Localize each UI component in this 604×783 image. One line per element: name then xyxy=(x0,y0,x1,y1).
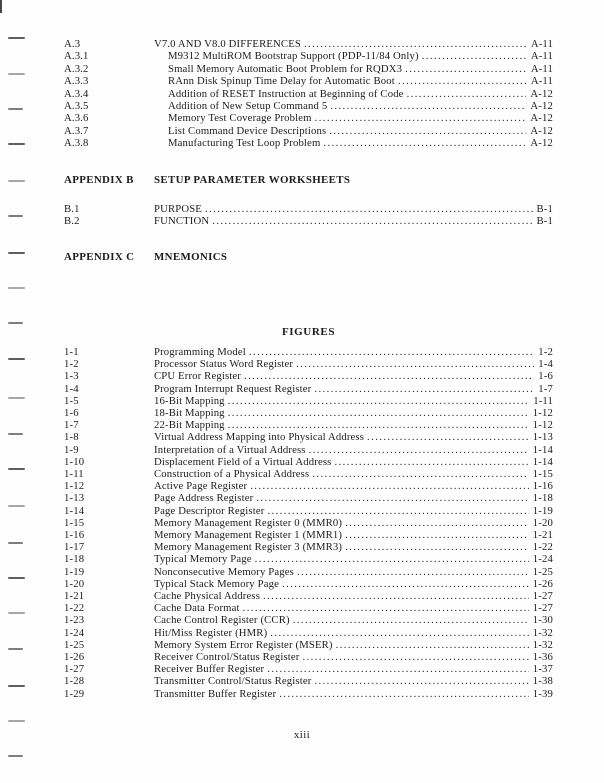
binding-mark xyxy=(8,322,23,324)
dot-leader xyxy=(263,590,529,602)
toc-entry-number: 1-20 xyxy=(64,577,85,590)
dot-leader xyxy=(243,602,529,614)
toc-entry xyxy=(64,38,553,50)
toc-entry-page: B-1 xyxy=(536,215,553,228)
toc-entry-number: 1-16 xyxy=(64,529,85,542)
toc-entry-number: A.3.3 xyxy=(64,75,89,88)
dot-leader xyxy=(250,480,529,492)
toc-entry-page: 1-12 xyxy=(532,419,553,432)
appendix-b-entry-list xyxy=(64,203,553,227)
toc-entry xyxy=(64,505,553,517)
binding-mark xyxy=(8,180,25,182)
toc-entry-number: 1-28 xyxy=(64,675,85,688)
toc-entry-page: A-12 xyxy=(530,112,553,125)
toc-entry xyxy=(64,529,553,541)
appendix-b-title: SETUP PARAMETER WORKSHEETS xyxy=(154,174,351,186)
toc-entry xyxy=(64,480,553,492)
dot-leader xyxy=(255,553,529,565)
toc-entry-title: Displacement Field of a Virtual Address xyxy=(154,455,332,468)
toc-entry-title: Transmitter Control/Status Register xyxy=(154,675,312,688)
toc-entry-page: 1-36 xyxy=(532,651,553,664)
toc-entry-title: M9312 MultiROM Bootstrap Support (PDP-11/84 Only) xyxy=(168,50,419,63)
toc-entry-number: A.3.7 xyxy=(64,124,89,137)
dot-leader xyxy=(303,651,529,663)
binding-mark xyxy=(8,542,23,544)
toc-entry xyxy=(64,112,553,124)
toc-entry xyxy=(64,651,553,663)
appendix-b-label: APPENDIX B xyxy=(64,174,134,186)
toc-entry-page: 1-25 xyxy=(532,565,553,578)
toc-entry-page: 1-12 xyxy=(532,407,553,420)
toc-entry-title: 22-Bit Mapping xyxy=(154,419,225,432)
toc-entry-page: A-11 xyxy=(530,38,553,50)
toc-entry-title: Virtual Address Mapping into Physical Address xyxy=(154,431,365,444)
toc-entry-page: 1-18 xyxy=(532,492,553,505)
dot-leader xyxy=(267,505,528,517)
binding-mark xyxy=(8,252,25,254)
toc-entry xyxy=(64,88,553,100)
dot-leader xyxy=(244,370,534,382)
dot-leader xyxy=(297,566,529,578)
toc-entry-page: A-11 xyxy=(530,50,553,63)
toc-entry-page: 1-21 xyxy=(532,529,553,542)
toc-entry-number: 1-3 xyxy=(64,370,79,383)
toc-entry xyxy=(64,125,553,137)
toc-entry-number: A.3.1 xyxy=(64,50,89,63)
toc-entry-number: 1-18 xyxy=(64,553,85,566)
toc-entry-title: PURPOSE xyxy=(154,203,202,215)
toc-entry-page: 1-32 xyxy=(532,626,553,639)
toc-entry xyxy=(64,203,553,215)
toc-entry xyxy=(64,614,553,626)
toc-entry xyxy=(64,627,553,639)
toc-entry-page: 1-11 xyxy=(533,394,553,407)
toc-entry-page: 1-14 xyxy=(532,455,553,468)
toc-entry-number: 1-8 xyxy=(64,431,79,444)
toc-entry-title: Manufacturing Test Loop Problem xyxy=(168,137,321,150)
toc-entry-page: A-12 xyxy=(530,124,553,137)
dot-leader xyxy=(398,75,527,87)
dot-leader xyxy=(282,578,529,590)
toc-entry-title: Memory Test Coverage Problem xyxy=(168,112,312,125)
toc-entry xyxy=(64,468,553,480)
toc-entry-page: A-12 xyxy=(530,87,553,100)
toc-entry-number: A.3.8 xyxy=(64,137,89,150)
toc-entry-number: 1-11 xyxy=(64,468,84,481)
toc-entry-title: Typical Stack Memory Page xyxy=(154,577,279,590)
toc-entry xyxy=(64,517,553,529)
toc-entry-number: 1-26 xyxy=(64,651,85,664)
dot-leader xyxy=(228,407,529,419)
toc-entry-number: A.3.6 xyxy=(64,112,89,125)
binding-mark xyxy=(8,73,25,75)
toc-entry-page: 1-26 xyxy=(532,577,553,590)
toc-entry xyxy=(64,358,553,370)
figures-heading: FIGURES xyxy=(281,326,336,338)
appendix-b-heading xyxy=(64,174,553,187)
binding-mark xyxy=(8,287,25,289)
toc-entry-title: Program Interrupt Request Register xyxy=(154,382,312,395)
toc-entry xyxy=(64,50,553,62)
dot-leader xyxy=(228,395,530,407)
dot-leader xyxy=(212,215,532,227)
toc-entry-page: 1-7 xyxy=(538,382,553,395)
dot-leader xyxy=(304,38,527,50)
toc-entry-title: Programming Model xyxy=(154,346,246,358)
toc-entry-title: CPU Error Register xyxy=(154,370,241,383)
toc-entry-page: 1-30 xyxy=(532,614,553,627)
dot-leader xyxy=(323,137,526,149)
toc-entry-number: 1-9 xyxy=(64,443,79,456)
toc-entry xyxy=(64,578,553,590)
toc-entry xyxy=(64,675,553,687)
toc-entry-page: 1-19 xyxy=(532,504,553,517)
dot-leader xyxy=(405,63,527,75)
toc-entry-title: Addition of New Setup Command 5 xyxy=(168,100,328,113)
binding-mark xyxy=(8,143,25,145)
toc-entry-number: 1-7 xyxy=(64,419,79,432)
toc-entry-page: 1-27 xyxy=(532,602,553,615)
toc-entry-title: Memory Management Register 3 (MMR3) xyxy=(154,541,343,554)
toc-entry xyxy=(64,215,553,227)
toc-entry-number: 1-17 xyxy=(64,541,85,554)
toc-entry-title: Small Memory Automatic Boot Problem for RQDX3 xyxy=(168,62,403,75)
toc-entry-title: Page Descriptor Register xyxy=(154,504,265,517)
dot-leader xyxy=(329,125,526,137)
binding-mark xyxy=(8,433,23,435)
dot-leader xyxy=(345,529,529,541)
toc-entry-number: A.3.4 xyxy=(64,87,89,100)
toc-entry-number: B.1 xyxy=(64,203,80,215)
toc-entry-page: 1-20 xyxy=(532,516,553,529)
dot-leader xyxy=(293,614,529,626)
appendix-c-label: APPENDIX C xyxy=(64,251,135,263)
toc-entry-number: A.3 xyxy=(64,38,81,50)
toc-entry-number: A.3.5 xyxy=(64,100,89,113)
toc-entry-page: 1-4 xyxy=(538,358,553,371)
binding-mark xyxy=(8,215,23,217)
toc-entry-title: Processor Status Word Register xyxy=(154,358,294,371)
toc-entry-title: Cache Physical Address xyxy=(154,590,260,603)
toc-entry-title: Memory System Error Register (MSER) xyxy=(154,638,333,651)
toc-content xyxy=(64,0,553,783)
toc-entry xyxy=(64,395,553,407)
toc-entry-page: 1-38 xyxy=(532,675,553,688)
dot-leader xyxy=(345,541,529,553)
page-number: xiii xyxy=(293,729,311,741)
binding-mark xyxy=(8,612,25,614)
toc-entry-number: B.2 xyxy=(64,215,80,228)
dot-leader xyxy=(422,50,527,62)
toc-entry-title: Interpretation of a Virtual Address xyxy=(154,443,306,456)
toc-entry-page: 1-22 xyxy=(532,541,553,554)
toc-entry-title: Addition of RESET Instruction at Beginning of Code xyxy=(168,87,404,100)
toc-entry xyxy=(64,553,553,565)
toc-entry-number: 1-5 xyxy=(64,394,79,407)
toc-entry xyxy=(64,541,553,553)
toc-entry-number: 1-6 xyxy=(64,407,79,420)
toc-entry-title: List Command Device Descriptions xyxy=(168,124,327,137)
toc-entry xyxy=(64,100,553,112)
dot-leader xyxy=(315,112,527,124)
toc-entry xyxy=(64,590,553,602)
dot-leader xyxy=(228,419,529,431)
toc-entry-title: Page Address Register xyxy=(154,492,254,505)
binding-mark xyxy=(8,108,23,110)
toc-entry-number: 1-2 xyxy=(64,358,79,371)
toc-entry xyxy=(64,566,553,578)
dot-leader xyxy=(309,444,529,456)
dot-leader xyxy=(249,346,534,358)
toc-entry xyxy=(64,137,553,149)
toc-entry-number: 1-10 xyxy=(64,455,85,468)
binding-mark xyxy=(8,397,25,399)
binding-mark xyxy=(8,577,25,579)
dot-leader xyxy=(407,88,527,100)
toc-entry-number: 1-25 xyxy=(64,638,85,651)
toc-entry-number: 1-23 xyxy=(64,614,85,627)
toc-entry xyxy=(64,383,553,395)
toc-entry-title: Cache Control Register (CCR) xyxy=(154,614,290,627)
dot-leader xyxy=(205,203,533,215)
toc-entry xyxy=(64,456,553,468)
toc-entry xyxy=(64,370,553,382)
toc-entry xyxy=(64,419,553,431)
binding-mark xyxy=(8,685,25,687)
toc-entry-page: 1-13 xyxy=(532,431,553,444)
toc-entry xyxy=(64,431,553,443)
dot-leader xyxy=(296,358,534,370)
toc-entry xyxy=(64,492,553,504)
dot-leader xyxy=(334,456,528,468)
toc-entry-number: A.3.2 xyxy=(64,62,89,75)
appendix-a-entry-list xyxy=(64,38,553,150)
toc-entry-page: A-12 xyxy=(530,100,553,113)
toc-entry-page: 1-32 xyxy=(532,638,553,651)
scan-corner-mark xyxy=(0,0,2,13)
toc-entry xyxy=(64,688,553,700)
toc-entry-title: Memory Management Register 1 (MMR1) xyxy=(154,529,343,542)
dot-leader xyxy=(345,517,529,529)
dot-leader xyxy=(267,663,529,675)
toc-entry-number: 1-21 xyxy=(64,590,85,603)
toc-entry-page: 1-2 xyxy=(538,346,553,358)
toc-entry-number: 1-15 xyxy=(64,516,85,529)
dot-leader xyxy=(330,100,526,112)
toc-entry-title: FUNCTION xyxy=(154,215,210,228)
dot-leader xyxy=(314,383,534,395)
toc-entry-title: V7.0 AND V8.0 DIFFERENCES xyxy=(154,38,301,50)
binding-mark xyxy=(8,468,25,470)
toc-entry-page: 1-39 xyxy=(532,687,553,700)
toc-entry xyxy=(64,639,553,651)
toc-entry-title: Transmitter Buffer Register xyxy=(154,687,277,700)
dot-leader xyxy=(312,468,528,480)
toc-entry-page: 1-24 xyxy=(532,553,553,566)
binding-mark xyxy=(8,648,23,650)
toc-entry-number: 1-24 xyxy=(64,626,85,639)
toc-entry-title: Memory Management Register 0 (MMR0) xyxy=(154,516,343,529)
toc-entry-number: 1-27 xyxy=(64,663,85,676)
appendix-c-heading xyxy=(64,251,553,264)
toc-entry-title: Hit/Miss Register (HMR) xyxy=(154,626,268,639)
toc-entry-title: Receiver Control/Status Register xyxy=(154,651,300,664)
toc-entry xyxy=(64,346,553,358)
toc-entry-title: Active Page Register xyxy=(154,480,248,493)
appendix-c-title: MNEMONICS xyxy=(154,251,228,263)
toc-entry-page: 1-14 xyxy=(532,443,553,456)
toc-entry-title: Receiver Buffer Register xyxy=(154,663,265,676)
toc-entry-number: 1-12 xyxy=(64,480,85,493)
toc-entry xyxy=(64,63,553,75)
toc-entry-title: Typical Memory Page xyxy=(154,553,252,566)
toc-entry xyxy=(64,602,553,614)
toc-entry-page: 1-16 xyxy=(532,480,553,493)
toc-entry xyxy=(64,663,553,675)
toc-entry-number: 1-14 xyxy=(64,504,85,517)
dot-leader xyxy=(279,688,529,700)
binding-mark xyxy=(8,755,23,757)
toc-entry-page: 1-6 xyxy=(538,370,553,383)
toc-entry-page: B-1 xyxy=(536,203,553,215)
dot-leader xyxy=(256,492,528,504)
toc-entry xyxy=(64,407,553,419)
toc-entry-number: 1-4 xyxy=(64,382,79,395)
binding-mark xyxy=(8,37,25,39)
toc-entry-number: 1-22 xyxy=(64,602,85,615)
figures-entry-list xyxy=(64,346,553,700)
dot-leader xyxy=(270,627,529,639)
toc-entry xyxy=(64,75,553,87)
toc-entry-number: 1-1 xyxy=(64,346,79,358)
toc-entry-title: Nonconsecutive Memory Pages xyxy=(154,565,294,578)
toc-entry-page: A-11 xyxy=(530,62,553,75)
toc-entry-title: Construction of a Physical Address xyxy=(154,468,310,481)
toc-entry-title: RAnn Disk Spinup Time Delay for Automatic Boot xyxy=(168,75,395,88)
toc-entry-page: A-11 xyxy=(530,75,553,88)
toc-entry-title: 18-Bit Mapping xyxy=(154,407,225,420)
binding-mark xyxy=(8,720,25,722)
toc-entry-number: 1-29 xyxy=(64,687,85,700)
dot-leader xyxy=(367,431,529,443)
toc-entry-page: 1-27 xyxy=(532,590,553,603)
toc-entry-number: 1-19 xyxy=(64,565,85,578)
binding-mark xyxy=(8,358,25,360)
dot-leader xyxy=(336,639,529,651)
toc-entry-title: 16-Bit Mapping xyxy=(154,394,225,407)
binding-mark xyxy=(8,505,25,507)
toc-entry-page: 1-37 xyxy=(532,663,553,676)
dot-leader xyxy=(314,675,528,687)
toc-entry xyxy=(64,444,553,456)
toc-entry-title: Cache Data Format xyxy=(154,602,240,615)
toc-entry-page: 1-15 xyxy=(532,468,553,481)
toc-entry-page: A-12 xyxy=(530,137,553,150)
toc-entry-number: 1-13 xyxy=(64,492,85,505)
